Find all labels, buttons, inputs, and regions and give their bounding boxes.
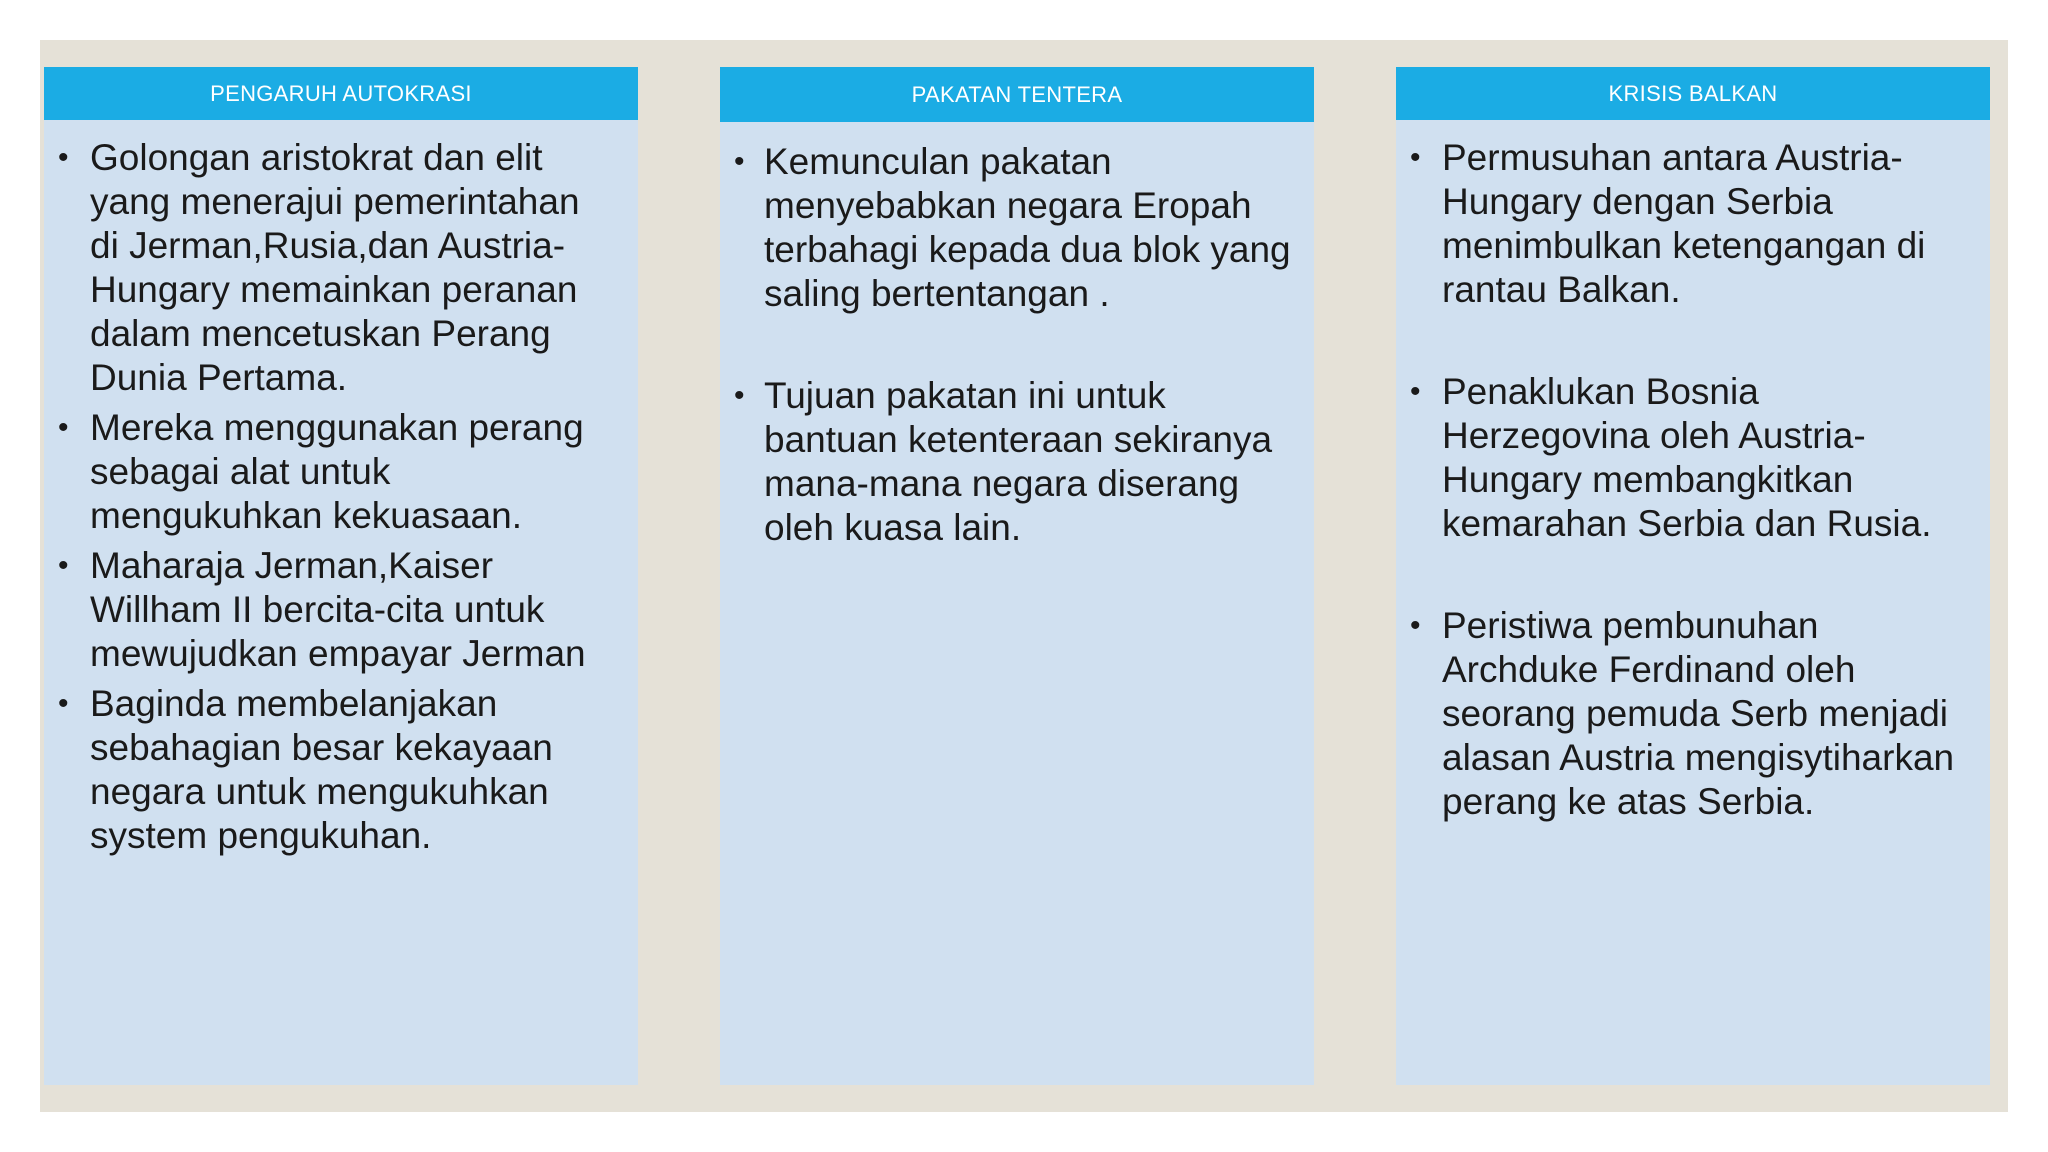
slide-frame <box>40 40 2008 1112</box>
bullet-item: • Kemunculan pakatan menyebabkan negara Eropah terbahagi kepada dua blok yang saling bertentangan . <box>720 140 1314 316</box>
bullet-item: • Baginda membelanjakan sebahagian besar kekayaan negara untuk mengukuhkan system pengukuhan. <box>44 682 638 858</box>
column-header: KRISIS BALKAN <box>1396 67 1990 120</box>
column-krisis-balkan <box>1396 67 1990 1085</box>
bullet-list <box>720 122 1314 550</box>
bullet-list <box>44 120 638 858</box>
bullet-item: • Permusuhan antara Austria-Hungary dengan Serbia menimbulkan ketengangan di rantau Balkan. <box>1396 136 1990 312</box>
bullet-item: • Penaklukan Bosnia Herzegovina oleh Austria-Hungary membangkitkan kemarahan Serbia dan Rusia. <box>1396 370 1990 546</box>
column-header: PENGARUH AUTOKRASI <box>44 67 638 120</box>
bullet-item: • Golongan aristokrat dan elit yang menerajui pemerintahan di Jerman,Rusia,dan Austria-Hungary memainkan peranan dalam mencetuskan Perang Dunia Pertama. <box>44 136 638 400</box>
bullet-item: • Maharaja Jerman,Kaiser Willham II bercita-cita untuk mewujudkan empayar Jerman <box>44 544 638 676</box>
bullet-item: • Mereka menggunakan perang sebagai alat untuk mengukuhkan kekuasaan. <box>44 406 638 538</box>
column-header: PAKATAN TENTERA <box>720 67 1314 122</box>
column-pakatan-tentera <box>720 67 1314 1085</box>
bullet-item: • Peristiwa pembunuhan Archduke Ferdinand oleh seorang pemuda Serb menjadi alasan Austria mengisytiharkan perang ke atas Serbia. <box>1396 604 1990 824</box>
bullet-item: • Tujuan pakatan ini untuk bantuan ketenteraan sekiranya mana-mana negara diserang oleh kuasa lain. <box>720 374 1314 550</box>
bullet-list <box>1396 120 1990 824</box>
column-pengaruh-autokrasi <box>44 67 638 1085</box>
